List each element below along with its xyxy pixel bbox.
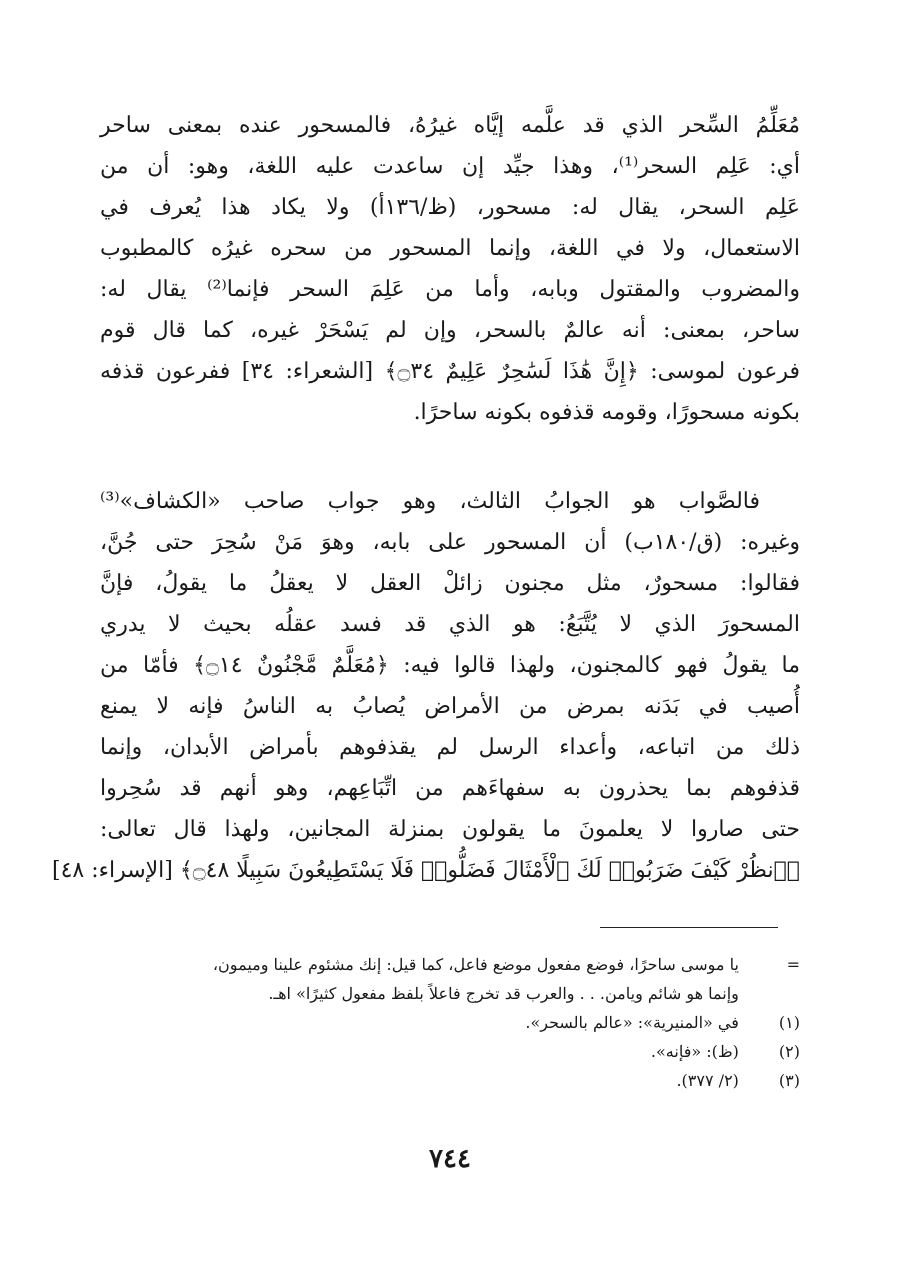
footnote-text: وإنما هو شائم ويامن. . . والعرب قد تخرج فاعلاً بلفظ مفعول كثيرًا» اهـ. [268, 984, 739, 1003]
text-line-quran-verse: ما يقولُ فهو كالمجنون، ولهذا قالوا فيه: ﴿مُعَلَّمٌ مَّجْنُونٌ ۝١٤﴾ فأمّا من [100, 653, 800, 678]
footnote-separator [600, 927, 778, 928]
text-line: حتى صاروا لا يعلمونَ ما يقولون بمنزلة المجانين، ولهذا قال تعالى: [100, 817, 800, 842]
text-line: عَلِم السحر، يقال له: مسحور، (ظ/١٣٦أ) ولا يكاد هذا يُعرف في [100, 195, 800, 220]
footnote-text: (ظ): «فإنه». [650, 1042, 739, 1061]
footnote-continuation [100, 979, 800, 1008]
footnote-text: في «المنيرية»: «عالم بالسحر». [525, 1013, 739, 1032]
text-line: بكونه مسحورًا، وقومه قذفوه بكونه ساحرًا. [413, 400, 800, 425]
text-line: ساحر، بمعنى: أنه عالمٌ بالسحر، وإن لم يَسْحَرْ غيره، كما قال قوم [100, 318, 800, 343]
text-line: قذفوهم بما يحذرون به سفهاءَهم من اتِّبَاعِهم، وهو أنهم قد سُحِروا [100, 776, 800, 801]
text-line-quran-verse: فرعون لموسى: ﴿إِنَّ هَٰذَا لَسَٰحِرٌ عَلِيمٌ ۝٣٤﴾ [الشعراء: ٣٤] ففرعون قذفه [100, 359, 800, 384]
text-line: مُعَلِّمُ السِّحر الذي قد علَّمه إيَّاه غيرُهُ، فالمسحور عنده بمعنى ساحر [100, 113, 800, 138]
footnote-text: يا موسى ساحرًا، فوضع مفعول موضع فاعل، كما قيل: إنك مشئوم علينا وميمون، [212, 955, 739, 974]
page-number: ٧٤٤ [429, 1144, 471, 1174]
text-line-quran-verse: ﴿ٱنظُرْ كَيْفَ ضَرَبُوا۟ لَكَ ٱلْأَمْثَالَ فَضَلُّوا۟ فَلَا يَسْتَطِيعُونَ سَبِيلًا ۝٤٨﴾ [الإسراء: ٤٨] [51, 858, 800, 883]
body-paragraph-2 [51, 481, 800, 891]
text-line: المسحورَ الذي لا يُتَّبَعُ: هو الذي قد فسد عقلُه بحيث لا يدري [100, 612, 800, 637]
text-line: أُصيب في بَدَنه بمرض من الأمراض يُصابُ به الناسُ فإنه لا يمنع [100, 694, 800, 719]
text-line: وغيره: (ق/١٨٠ب) أن المسحور على بابه، وهوَ مَنْ سُحِرَ حتى جُنَّ، [100, 530, 800, 555]
text-line: الاستعمال، ولا في اللغة، وإنما المسحور من سحره غيرُه كالمطبوب [100, 236, 800, 261]
text-line: ذلك من اتباعه، وأعداء الرسل لم يقذفوهم بأمراض الأبدان، وإنما [100, 735, 800, 760]
text-line: فالصَّواب هو الجوابُ الثالث، وهو جواب صاحب «الكشاف»⁽³⁾ [100, 489, 760, 514]
footnote-text: (٢/ ٣٧٧). [676, 1071, 739, 1090]
footnote-continuation [100, 950, 800, 979]
footnotes [100, 950, 800, 1095]
body-paragraph-1 [100, 105, 800, 433]
continuation-mark: = [786, 955, 800, 974]
text-line: والمضروب والمقتول وبابه، وأما من عَلِمَ السحر فإنما⁽²⁾ يقال له: [100, 277, 800, 302]
footnote-2 [100, 1037, 800, 1066]
text-line: فقالوا: مسحورٌ، مثل مجنون زائلْ العقل لا يعقلُ ما يقولُ، فإنَّ [100, 571, 800, 596]
text-line: أي: عَلِم السحر⁽¹⁾، وهذا جيِّد إن ساعدت عليه اللغة، وهو: أن من [100, 154, 800, 179]
footnote-number: (٢) [778, 1042, 800, 1061]
footnote-1 [100, 1008, 800, 1037]
footnote-3 [100, 1066, 800, 1095]
footnote-number: (٣) [778, 1071, 800, 1090]
footnote-number: (١) [778, 1013, 800, 1032]
